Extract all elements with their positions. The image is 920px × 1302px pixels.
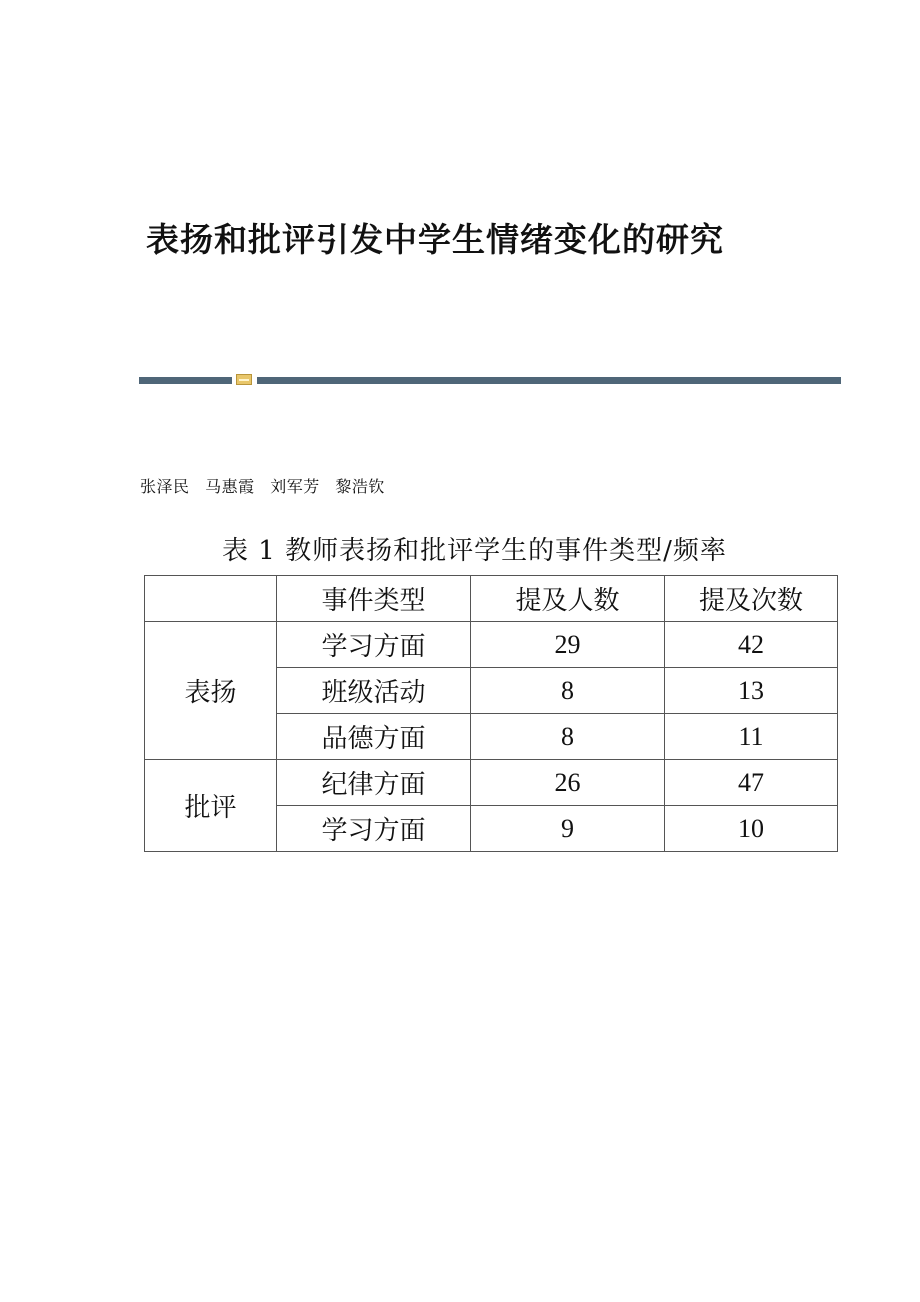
people-count-cell: 29 bbox=[471, 622, 665, 668]
table-row bbox=[145, 760, 838, 806]
event-type-cell: 学习方面 bbox=[277, 622, 471, 668]
author-name: 张泽民 bbox=[140, 477, 190, 496]
event-type-cell: 纪律方面 bbox=[277, 760, 471, 806]
header-cell-people: 提及人数 bbox=[471, 576, 665, 622]
document-title: 表扬和批评引发中学生情绪变化的研究 bbox=[146, 220, 724, 259]
times-count-cell: 10 bbox=[665, 806, 838, 852]
header-cell-type: 事件类型 bbox=[277, 576, 471, 622]
envelope-icon bbox=[236, 374, 252, 385]
rule-bar-right bbox=[257, 377, 841, 384]
times-count-cell: 42 bbox=[665, 622, 838, 668]
author-name: 马惠霞 bbox=[205, 477, 255, 496]
group-label-praise: 表扬 bbox=[145, 622, 277, 760]
people-count-cell: 8 bbox=[471, 714, 665, 760]
times-count-cell: 11 bbox=[665, 714, 838, 760]
data-table bbox=[144, 575, 838, 852]
group-label-criticism: 批评 bbox=[145, 760, 277, 852]
table-row bbox=[145, 622, 838, 668]
people-count-cell: 9 bbox=[471, 806, 665, 852]
author-name: 黎浩钦 bbox=[335, 477, 385, 496]
event-type-cell: 学习方面 bbox=[277, 806, 471, 852]
people-count-cell: 8 bbox=[471, 668, 665, 714]
people-count-cell: 26 bbox=[471, 760, 665, 806]
times-count-cell: 47 bbox=[665, 760, 838, 806]
table-caption: 表 1 教师表扬和批评学生的事件类型/频率 bbox=[222, 536, 727, 566]
event-type-cell: 品德方面 bbox=[277, 714, 471, 760]
decorative-rule bbox=[139, 373, 841, 387]
header-cell-times: 提及次数 bbox=[665, 576, 838, 622]
author-name: 刘军芳 bbox=[270, 477, 320, 496]
table-header-row bbox=[145, 576, 838, 622]
header-cell-empty bbox=[145, 576, 277, 622]
event-type-cell: 班级活动 bbox=[277, 668, 471, 714]
rule-bar-left bbox=[139, 377, 232, 384]
author-list bbox=[140, 474, 395, 497]
times-count-cell: 13 bbox=[665, 668, 838, 714]
